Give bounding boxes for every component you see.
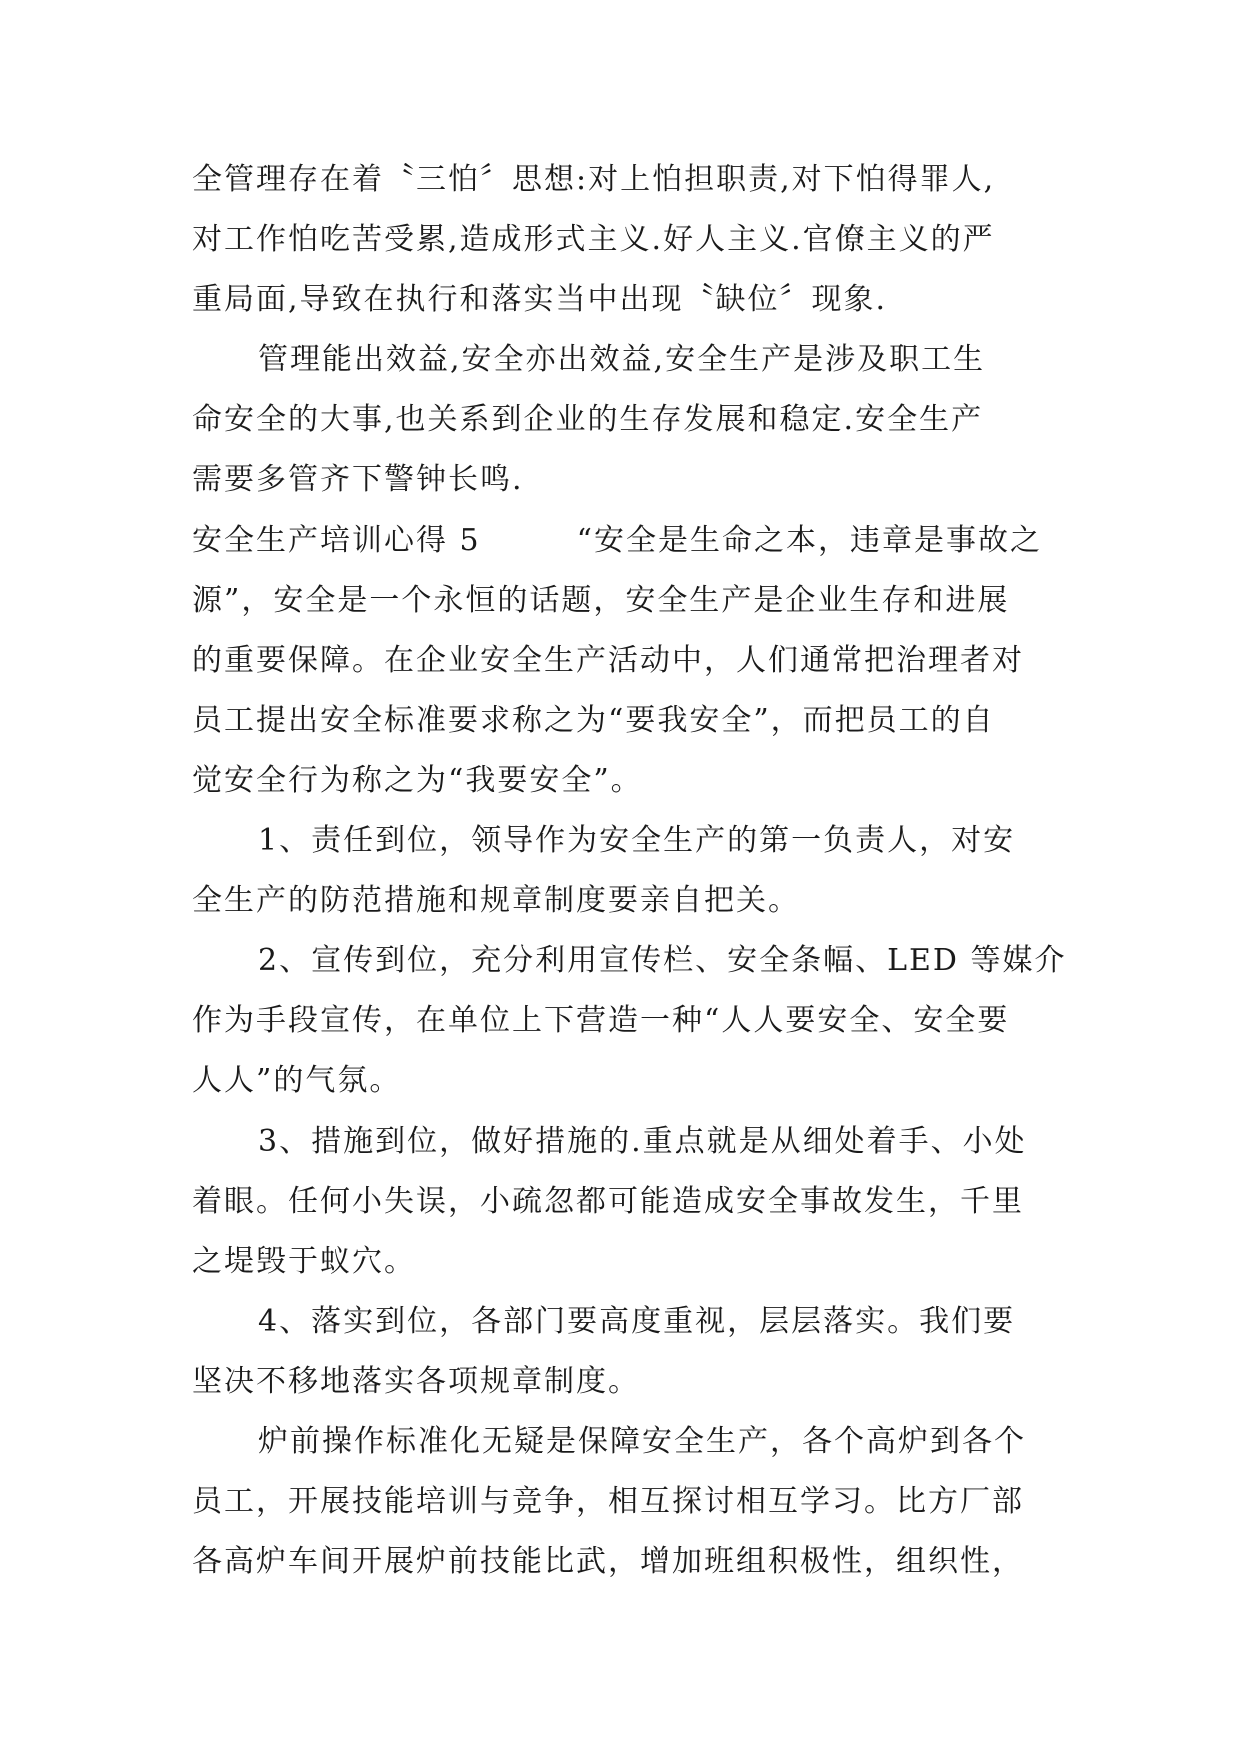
text-line: 全生产的防范措施和规章制度要亲自把关。	[192, 883, 800, 919]
text-line: 着眼。任何小失误，小疏忽都可能造成安全事故发生，千里	[192, 1183, 1024, 1219]
text-line: 觉安全行为称之为“我要安全”。	[192, 762, 643, 798]
text-line: 炉前操作标准化无疑是保障安全生产，各个高炉到各个	[258, 1423, 1026, 1459]
text-line: 重局面,导致在执行和落实当中出现〝缺位〞现象.	[192, 282, 888, 318]
text-line: 员工提出安全标准要求称之为“要我安全”，而把员工的自	[192, 702, 995, 738]
text-line: 管理能出效益,安全亦出效益,安全生产是涉及职工生	[258, 342, 986, 378]
text-line: 源”，安全是一个永恒的话题，安全生产是企业生存和进展	[192, 582, 1010, 618]
text-line: 全管理存在着〝三怕〞思想:对上怕担职责,对下怕得罪人,	[192, 162, 996, 197]
document-body	[192, 150, 1067, 1592]
text-line: 各高炉车间开展炉前技能比武，增加班组积极性，组织性，	[192, 1544, 1024, 1580]
text-line: 需要多管齐下警钟长鸣.	[192, 462, 524, 498]
text-line: 作为手段宣传，在单位上下营造一种“人人要安全、安全要	[192, 1003, 1010, 1039]
text-line: 1、责任到位，领导作为安全生产的第一负责人，对安	[258, 823, 1016, 859]
text-line: 之堤毁于蚁穴。	[192, 1243, 416, 1279]
text-line: 3、措施到位，做好措施的.重点就是从细处着手、小处	[258, 1123, 1027, 1159]
text-line: 安全生产培训心得 5 “安全是生命之本，违章是事故之	[192, 522, 1042, 558]
text-line: 4、落实到位，各部门要高度重视，层层落实。我们要	[258, 1303, 1016, 1339]
text-line: 员工，开展技能培训与竞争，相互探讨相互学习。比方厂部	[192, 1484, 1024, 1520]
text-line: 对工作怕吃苦受累,造成形式主义.好人主义.官僚主义的严	[192, 222, 995, 258]
text-line: 的重要保障。在企业安全生产活动中，人们通常把治理者对	[192, 642, 1024, 678]
text-line: 人人”的气氛。	[192, 1063, 402, 1099]
text-line: 命安全的大事,也关系到企业的生存发展和稳定.安全生产	[192, 402, 984, 438]
text-line: 2、宣传到位，充分利用宣传栏、安全条幅、LED 等媒介	[258, 943, 1067, 979]
text-line: 坚决不移地落实各项规章制度。	[192, 1363, 640, 1399]
